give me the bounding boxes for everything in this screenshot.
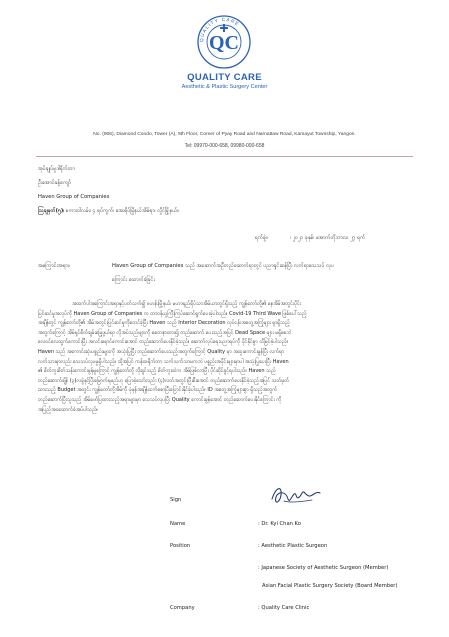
handwritten-signature (266, 481, 326, 509)
clinic-phone: Tel: 09970-000-658, 09980-000-658 (184, 143, 265, 149)
date-label: ရက်စွဲ။ (255, 235, 268, 241)
position-value-3: Asian Facial Plastic Surgery Society (Board Member) (262, 583, 398, 589)
position-label: Position (170, 543, 191, 549)
company-value: : Quality Care Clinic (258, 605, 310, 611)
svg-text:QUALITY CARE: QUALITY CARE (198, 16, 241, 43)
body-line: အထက်ပါအကြောင်းအရာနှင့်ပတ်သက်၍ ဗဟန်းမြို့နယ်၊ မဟာရည်ရိပ်သာအိမ်ယာတွင်ရှိသည့် ကျွန်တော်တို့၏ နေအိမ်အတွင်းပိုင်း (72, 301, 302, 307)
body-line: အပြည့်အဝထောက်ခံအပ်ပါသည်။ (38, 406, 99, 413)
body-line: အတွက်ကြောင့် အိမ်ရှင်စိတ်ချမ်းမြေ့ဖွယ်ရာ လိုအပ်သည်များကို စေတနာထား၍ တည်ဆောက် ပေးသည့်အပြင် Dead Space များ မရှိစေဘဲ (38, 329, 292, 336)
recipient-address-label: ဩချမှတ်(၅)၊ (38, 208, 65, 214)
header-divider (36, 156, 413, 157)
date-value: ၊ ၂၀၂၁ ခုနှစ်၊ အောက်တိုဘာလ၊ ၂၇ ရက် (290, 235, 366, 241)
subject-line-1: Haven Group of Companies သည် အဆောက်အဦတည်ဆောက်ရာတွင် ပညာရှင်ဆန်ပြီး လက်ရာသေသပ် လုပ (112, 263, 335, 269)
body-line: ထားသည့် Budget အတွင်း ကျွန်တော်တို့အိမ်ကို ပုံမှန်အချိန်ထက်စောပြီးပြောင်းနိုင်ခဲ့ပါသည်။ ID အတွေ့အကြုံများစွာ ရှိသည့်အတွက် (38, 387, 278, 394)
name-value: : Dr. Kyi Chan Ko (258, 521, 301, 527)
body-line: တည်ဆောက်ပြီးသူသည့် အိမ်ဖော်ပြထားသည့်အရာများမှာ သေသပ်လှပပြီး Quality ကောင်းမွန်အောင် တည်ဆောက်ပေးနိုင်ကြောင်း ကို (38, 396, 282, 403)
letter-body (38, 300, 414, 415)
body-line: အချိန်တွင် ကျွန်တော်တို့၏ အိမ်အတွင်းပြင်ဆင်မှုကိုစတင်ခဲ့ပြီး Haven သည် Interior Decoration လုပ်ငန်းအတွေ့အကြုံများ ရှာရှိသည့် (38, 320, 290, 327)
recipient-address-text: စကားဝါလမ်း၊ ၄ ရပ်ကွက်၊ အေးရိပ်မြိုနယ်အိမ်ရာ၊ လှိုင်မြို့နယ်။ (65, 208, 179, 214)
position-value-2: : Japanese Society of Aesthetic Surgeon (Member) (258, 565, 389, 571)
clinic-subtitle: Aesthetic & Plastic Surgery Center (181, 84, 268, 90)
name-label: Name (170, 521, 186, 527)
recipient-name: ဦးအောင်ခန့်ကျော် (38, 180, 72, 186)
body-line: တည်ဆောက်ချိန် (၃)လခွဲနှင့်ပြီးမြောက်ရမည်ဟု ပြောခဲ့သော်လည်း (၄)လတ်အတွင်းပြီးစီးအောင် တည်ဆောက်ပေးနိုင်ခဲ့သည့်အပြင် သတ်မှတ် (38, 377, 290, 384)
clinic-address: No. (906), Diamond Condo, Tower (A), 9th Floor, Corner of Pyay Road and Narnattaw Road, Kamayut Township, Yangon. (93, 132, 356, 137)
subject-label: အကြောင်းအရာ။ (38, 263, 70, 269)
body-line: ၏ စိတ်ကူးစိတ်သန်းကောင်းမွန်မှုကြောင့် ကျွန်တော်တို့ လိုချင်သည့် စိတ်ကူးထဲက အိမ်ဖြစ်လာပြီး ပိုင်ဆိုင်ခွင့်ရပါသည်။ Haven သည် (38, 368, 276, 375)
clinic-name: QUALITY CARE (187, 72, 262, 83)
body-line: လေဝင်လေထွက်ကောင်းပြီး အလင်းရောင်ကောင်းအောင် တည်ဆောက်ပေးနိုင်ခဲ့သည်။ ဆောက်လုပ်ရေးပညာရပ်ကို ပိုင်နိုင်စွာ သိမြင်ခဲ့ပါသည်။ (38, 339, 289, 346)
position-value: : Aesthetic Plastic Surgeon (258, 543, 328, 549)
subject-line-2: ကြောင်း ထောက်ခံခြင်း (112, 277, 155, 283)
body-line: Haven သည် အကောင်းဆုံးပစ္စည်းများကို အသုံးပြုပြီး တည်ဆောက်ပေးသည့်အတွက်ကြောင့် Quality မှာ အထူးကောင်းမွန်ပြီး လက်ရာ (38, 348, 285, 355)
quality-care-logo-icon (196, 14, 252, 70)
recipient-address (38, 209, 179, 214)
body-line: ပြင်ဆင်မှုအလုပ်ကို Haven Group of Companies က တာဝန်ယူကြီးကြပ်ဆောင်ရွက်ပေးခဲ့ပါသည်။ Covid-19 Third Wave ဖြစ်ပေါ်သည့် (38, 310, 307, 317)
recipient-title: အုပ်ချုပ်မှုဒါရိုက်တာ (38, 166, 75, 172)
company-label: Company (170, 605, 195, 611)
sign-label: Sign (170, 497, 182, 503)
body-line: လက်သားမှာလည်း သေသပ်လှပမှုရှိပါသည်။ ထို့အပြင် ကန်ထရိုက်တာ သက်သက်သာမကဘဲ ပစ္စည်းအပိုင်းများမှာပါ အသုံးပြုပေးပြီး Haven (38, 358, 289, 365)
svg-text:QC: QC (209, 32, 239, 54)
recipient-company: Haven Group of Companies (38, 194, 110, 200)
